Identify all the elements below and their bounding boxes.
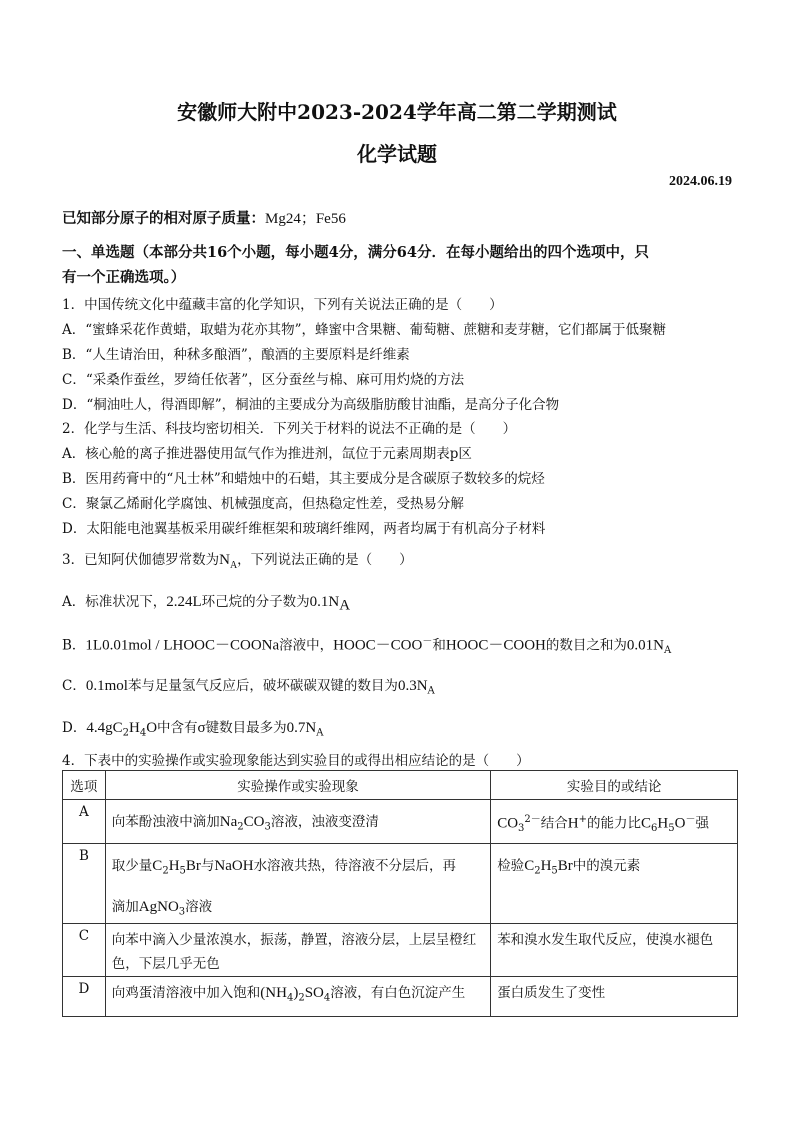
row-a-res-h2: H — [657, 815, 669, 832]
q3-b-formula3: HOOC－COOH — [445, 637, 546, 654]
q2-stem: 2．化学与生活、科技均密切相关．下列关于材料的说法不正确的是（ ） — [62, 421, 517, 437]
q3-option-c — [62, 674, 435, 697]
q3-na-letter: N — [219, 552, 230, 568]
row-a-res-h: H — [567, 815, 579, 832]
row-a-res-h-sup: + — [578, 814, 588, 825]
q3-b-mid2: 和 — [432, 637, 446, 654]
q1-option-b: B．“人生请治田，种秫多酿酒”，酿酒的主要原料是纤维素 — [62, 347, 410, 363]
q1-option-c: C．“采桑作蚕丝，罗绮任依著”，区分蚕丝与棉、麻可用灼烧的方法 — [62, 372, 465, 388]
q3-d-mid2: 键数目最多为 — [205, 720, 287, 736]
row-c-op-line2: 色，下层几乎无色 — [111, 956, 220, 972]
row-a-op-text: 向苯酚浊液中滴加 — [111, 814, 220, 830]
q1-option-d: D．“桐油吐人，得酒即解”，桐油的主要成分为高级脂肪酸甘油酯，是高分子化合物 — [62, 397, 560, 413]
row-d-op-text: 向鸡蛋清溶液中加入饱和 — [111, 985, 261, 1001]
row-d-op-nh: (NH — [260, 985, 287, 1001]
row-d-op-so-sub: 4 — [323, 992, 331, 1004]
row-a-op-sub1: 2 — [237, 821, 244, 833]
q3-b-sup2: － — [422, 636, 433, 647]
table-header-row — [63, 771, 738, 800]
q3-stem-text: 3．已知阿伏伽德罗常数为 — [62, 552, 220, 568]
row-d-op-so: SO — [304, 985, 324, 1001]
q4-stem: 4．下表中的实验操作或实验现象能达到实验目的或得出相应结论的是（ ） — [62, 753, 530, 769]
q1-option-a: A．“蜜蜂采花作黄蜡，取蜡为花亦其物”，蜂蜜中含果糖、葡萄糖、蔗糖和麦芽糖，它们都属于低聚糖 — [62, 322, 667, 338]
row-b-op-h: H — [168, 858, 180, 874]
row-b-res-c: C — [524, 858, 535, 874]
q3-d-sub1: 2 — [122, 727, 129, 739]
q3-c-value: 0.3N — [397, 678, 428, 694]
row-b-op-text: 取少量 — [111, 858, 153, 874]
row-c-operation — [105, 924, 490, 977]
table-header-operation: 实验操作或实验现象 — [105, 771, 490, 800]
row-b-op-line2 — [112, 895, 484, 918]
q3-option-d — [62, 716, 323, 739]
row-b-res-c-sub: 2 — [534, 865, 541, 877]
q3-d-text: D． — [62, 720, 87, 736]
section1-heading-line1: 一、单选题（本部分共16个小题，每小题4分，满分64分．在每小题给出的四个选项中，只 — [62, 244, 649, 261]
q2-option-d: D．太阳能电池翼基板采用碳纤维框架和玻璃纤维网，两者均属于有机高分子材料 — [62, 521, 546, 537]
q3-b-mid1: 溶液中， — [279, 637, 334, 654]
q3-d-sub2: 4 — [139, 727, 147, 739]
row-b-op2-sub: 3 — [178, 906, 186, 918]
q3-b-text: B． — [62, 637, 86, 654]
q3-d-formula-o: O — [146, 720, 158, 736]
q3-a-formula: 2.24L — [166, 594, 202, 610]
row-d-op-nh-sub: 4 — [286, 992, 294, 1004]
q3-a-text: A．标准状况下， — [62, 594, 167, 610]
row-a-operation — [105, 800, 490, 844]
row-b-op-h-sub: 5 — [179, 865, 186, 877]
row-b-operation — [105, 844, 490, 924]
row-b-res-h: H — [540, 858, 552, 874]
q3-b-formula1: 1L0.01mol / LHOOC－COONa — [85, 637, 280, 654]
row-b-op-line1 — [112, 854, 484, 877]
row-b-res-text: 检验 — [497, 858, 525, 874]
row-a-res-o: O — [674, 815, 686, 832]
exam-date: 2024.06.19 — [669, 174, 732, 189]
row-a-op-f1: Na — [219, 814, 238, 830]
q3-c-mid: 苯与足量氢气反应后，破坏碳碳双键的数目为 — [127, 678, 398, 694]
q2-option-c: C．聚氯乙烯耐化学腐蚀、机械强度高，但热稳定性差，受热易分解 — [62, 496, 464, 512]
row-b-op-naoh: NaOH — [214, 858, 254, 874]
row-d-op-paren-sub: 2 — [298, 992, 305, 1004]
section1-heading-line2: 有一个正确选项。） — [62, 269, 186, 286]
atomic-mass-line — [62, 207, 346, 228]
q3-option-a — [62, 590, 350, 615]
row-c-option: C — [63, 924, 106, 977]
row-b-op2-agno: AgNO — [138, 898, 179, 915]
row-b-op-c-sub: 2 — [162, 865, 169, 877]
q3-d-sigma: σ — [197, 720, 206, 736]
row-a-res-co: CO — [497, 815, 519, 832]
row-a-result — [491, 800, 738, 844]
row-a-res-c-sub: 6 — [651, 823, 658, 835]
q1-stem: 1．中国传统文化中蕴藏丰富的化学知识，下列有关说法正确的是（ ） — [62, 297, 503, 313]
row-d-option: D — [63, 977, 106, 1017]
q3-stem — [62, 548, 413, 571]
exam-title: 安徽师大附中2023-2024学年高二第二学期测试 — [177, 100, 617, 124]
atomic-mass-label: 已知部分原子的相对原子质量： — [62, 210, 265, 227]
row-c-op-line1: 向苯中滴入少量浓溴水，振荡，静置，溶液分层，上层呈橙红 — [111, 932, 477, 948]
q3-option-b — [62, 632, 671, 656]
q3-d-sub: A — [316, 727, 324, 739]
row-b-res-end: 中的溴元素 — [572, 858, 641, 874]
q3-b-sub: A — [663, 645, 672, 657]
q3-c-formula: 0.1mol — [85, 678, 128, 694]
q3-a-mid: 环己烷的分子数为 — [201, 594, 310, 610]
q3-d-mid: 中含有 — [157, 720, 198, 736]
row-a-res-co-sub: 3 — [518, 823, 525, 835]
q3-na-sub: A — [229, 560, 238, 571]
table-row — [63, 844, 738, 924]
row-a-op-end: 溶液，浊液变澄清 — [270, 814, 379, 830]
row-b-op-br: Br — [185, 858, 201, 874]
row-b-op2-text: 滴加 — [111, 898, 139, 915]
q3-a-value: 0.1N — [309, 594, 340, 610]
row-a-res-end: 强 — [695, 815, 709, 832]
q3-b-formula2: HOOC－COO — [333, 637, 423, 654]
exam-subtitle: 化学试题 — [357, 142, 437, 166]
table-row — [63, 977, 738, 1017]
row-a-res-mid: 结合 — [540, 815, 568, 832]
row-d-operation — [105, 977, 490, 1017]
row-b-option: B — [63, 844, 106, 924]
row-a-res-co-sup: 2－ — [524, 814, 541, 825]
row-a-res-o-sup: － — [685, 814, 696, 825]
atomic-mass-values: Mg24；Fe56 — [265, 211, 346, 227]
row-b-result — [491, 844, 738, 924]
q3-a-sub: A — [339, 597, 351, 614]
table-header-option: 选项 — [63, 771, 106, 800]
row-a-op-f2: CO — [243, 814, 265, 830]
q3-b-value: 0.01N — [626, 637, 664, 654]
table-row — [63, 924, 738, 977]
q3-d-formula: 4.4gC — [86, 720, 123, 736]
row-a-option: A — [63, 800, 106, 844]
table-row — [63, 800, 738, 844]
q3-c-sub: A — [427, 685, 435, 697]
row-b-op2-end: 溶液 — [185, 898, 213, 915]
row-d-op-paren: ) — [293, 985, 299, 1001]
row-d-result: 蛋白质发生了变性 — [491, 977, 738, 1017]
q2-option-b: B．医用药膏中的“凡士林”和蜡烛中的石蜡，其主要成分是含碳原子数较多的烷烃 — [62, 471, 545, 487]
q3-d-value: 0.7N — [286, 720, 317, 736]
q3-na — [219, 552, 238, 571]
row-b-res-h-sub: 5 — [551, 865, 558, 877]
q3-stem-end: ，下列说法正确的是（ ） — [237, 552, 413, 568]
q3-b-mid3: 的数目之和为 — [545, 637, 627, 654]
q3-c-text: C． — [62, 678, 86, 694]
q2-option-a: A．核心舱的离子推进器使用氙气作为推进剂，氙位于元素周期表p区 — [62, 446, 472, 462]
row-b-op-mid: 与 — [200, 858, 215, 874]
row-a-res-h2-sub: 5 — [668, 823, 675, 835]
q4-experiment-table — [62, 770, 738, 1017]
row-a-res-c: C — [641, 815, 652, 832]
row-a-res-mid2: 的能力比 — [587, 815, 642, 832]
row-d-op-end: 溶液，有白色沉淀产生 — [330, 985, 466, 1001]
table-header-result: 实验目的或结论 — [491, 771, 738, 800]
row-a-op-sub2: 3 — [264, 821, 271, 833]
row-c-result: 苯和溴水发生取代反应，使溴水褪色 — [491, 924, 738, 977]
row-b-op-end: 水溶液共热，待溶液不分层后，再 — [253, 858, 457, 874]
row-b-op-c: C — [152, 858, 163, 874]
row-b-res-br: Br — [557, 858, 573, 874]
q3-d-formula-h: H — [128, 720, 140, 736]
